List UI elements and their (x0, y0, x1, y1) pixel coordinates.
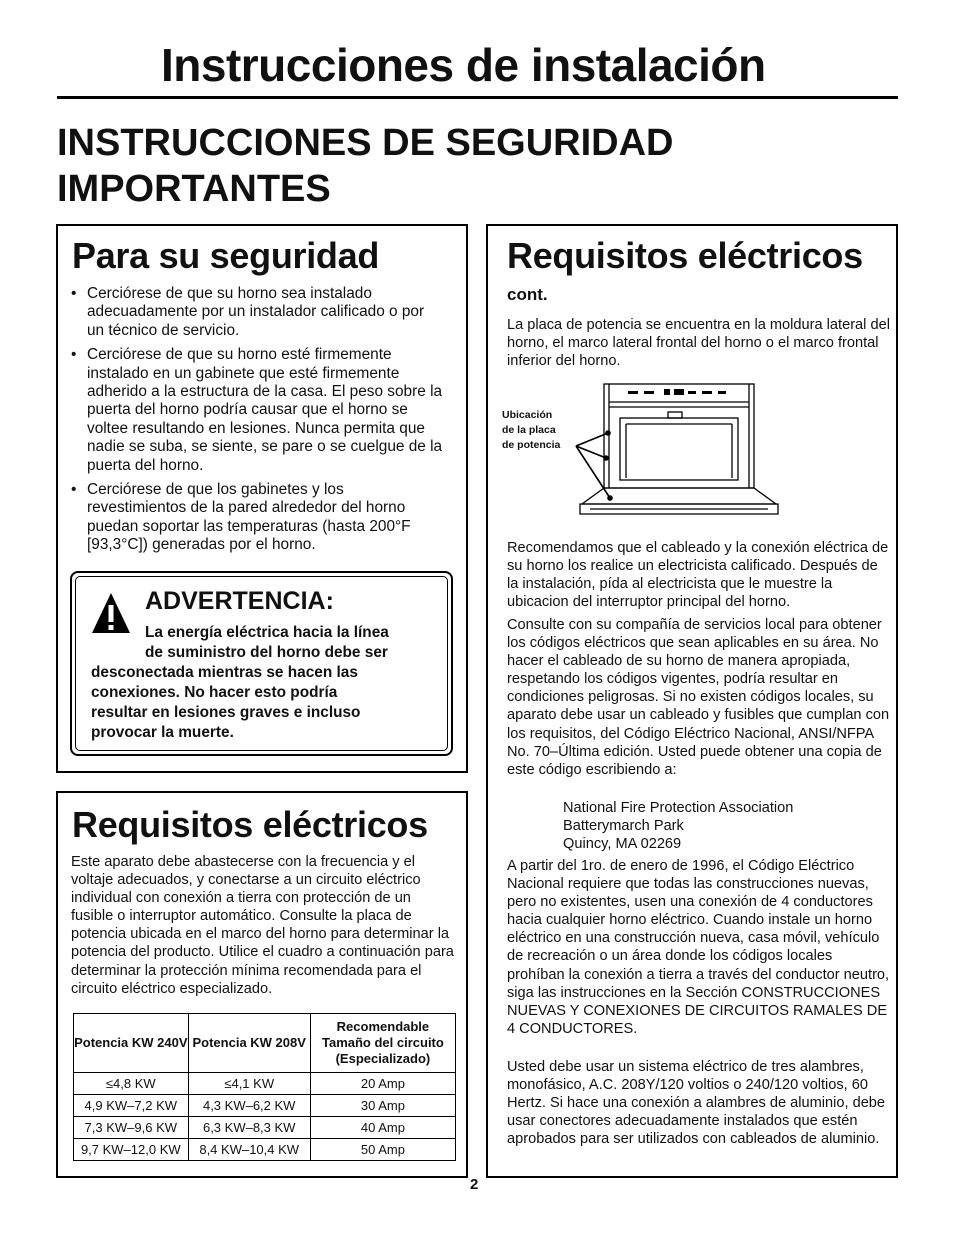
safety-bullet: • Cerciórese de que su horno sea instalado adecuadamente por un instalador calificado o por un técnico de servicio. (71, 285, 443, 340)
nfpa-address (563, 799, 883, 853)
section-title-line-2: IMPORTANTES (57, 168, 331, 210)
table-cell: ≤4,1 KW (188, 1073, 310, 1095)
table-cell: 8,4 KW–10,4 KW (188, 1139, 310, 1161)
rating-plate-paragraph: La placa de potencia se encuentra en la moldura lateral del horno, el marco lateral frontal del horno o el marco frontal inferior del horno. (507, 317, 890, 370)
electrical-cont-heading: Requisitos eléctricos (507, 235, 863, 276)
codes-paragraph: Consulte con su compañía de servicios local para obtener los códigos eléctricos que sean aplicables en su área. No hacer el cableado de su horno de manera apropiada, respetando los códigos vigentes, podría resultar en condiciones peligrosas. Si no existen códigos locales, su aparato debe usar un cableado y fusibles que cumplan con los requisitos, del Código Eléctrico Nacional, ANSI/NFPA No. 70–Última edición. Usted puede obtener una copia de este código escribiendo a: (507, 617, 890, 778)
warning-triangle-icon (90, 591, 132, 635)
electrical-right-box (486, 224, 898, 1178)
table-cell: 6,3 KW–8,3 KW (188, 1117, 310, 1139)
power-table-header-row (74, 1014, 456, 1073)
warning-box (70, 571, 453, 756)
warning-line: conexiones. No hacer esto podría (91, 684, 338, 701)
safety-list (71, 285, 443, 561)
table-row (74, 1139, 456, 1161)
title-divider (57, 96, 898, 99)
table-cell: 9,7 KW–12,0 KW (74, 1139, 189, 1161)
table-cell: 30 Amp (310, 1095, 455, 1117)
address-line: Quincy, MA 02269 (563, 836, 682, 853)
address-line: Batterymarch Park (563, 818, 684, 835)
rating-plate-callout (502, 408, 560, 453)
table-cell: 40 Amp (310, 1117, 455, 1139)
callout-line: de la placa (502, 424, 556, 436)
table-row (74, 1117, 456, 1139)
electrical-heading: Requisitos eléctricos (72, 804, 428, 845)
warning-line: de suministro del horno debe ser (145, 644, 388, 661)
electrical-left-box (56, 791, 468, 1178)
safety-bullet: • Cerciórese de que su horno esté firmemente instalado en un gabinete que esté firmemente adherido a la estructura de la casa. El peso sobre la puerta del horno podría causar que el horno se voltee resultando en lesiones. Nunca permita que nadie se suba, se siente, se pare o se cuelgue de la puerta del horno. (71, 346, 443, 475)
three-wire-paragraph: Usted debe usar un sistema eléctrico de tres alambres, monofásico, A.C. 208Y/120 voltios o 240/120 voltios, 60 Hertz. Si hace una conexión a alambres de aluminio, debe usar conectores adecuadamente instalados que estén aprobados para ser utilizados con cableados de aluminio. (507, 1059, 886, 1148)
table-cell: 7,3 KW–9,6 KW (74, 1117, 189, 1139)
callout-line: Ubicación (502, 409, 553, 421)
table-cell: 4,3 KW–6,2 KW (188, 1095, 310, 1117)
power-table-header: Potencia KW 240V (74, 1014, 189, 1073)
power-table-header: Recomendable Tamaño del circuito (Especializado) (310, 1014, 455, 1073)
table-row (74, 1073, 456, 1095)
electrician-paragraph: Recomendamos que el cableado y la conexión eléctrica de su horno los realice un electricista calificado. Después de la instalación, pída al electricista que le muestre la ubicacion del interruptor principal del horno. (507, 540, 889, 611)
table-cell: 20 Amp (310, 1073, 455, 1095)
warning-title: ADVERTENCIA: (145, 587, 334, 615)
warning-line: resultar en lesiones graves e incluso (91, 704, 361, 721)
oven-diagram-icon (568, 378, 783, 523)
power-table-header: Potencia KW 208V (188, 1014, 310, 1073)
address-line: National Fire Protection Association (563, 800, 794, 816)
four-conductor-paragraph: A partir del 1ro. de enero de 1996, el Código Eléctrico Nacional requiere que todas las construcciones nuevas, pero no existentes, usen una conexión de 4 conductores hacia cualquier horno eléctrico. Cuando instale un horno eléctrico en una construcción nueva, casa móvil, vehículo de recreación o un área donde los códigos locales prohíban la conexión a tierra a través del conductor neutro, siga las instrucciones en la Sección CONSTRUCCIONES NUEVAS Y CONEXIONES DE CIRCUITOS RAMALES DE 4 CONDUCTORES. (507, 858, 890, 1037)
table-cell: 4,9 KW–7,2 KW (74, 1095, 189, 1117)
electrical-intro: Este aparato debe abastecerse con la frecuencia y el voltaje adecuados, y conectarse a un circuito eléctrico individual con conexión a tierra con protección de un fusible o interruptor automático. Consulte la placa de potencia ubicada en el marco del horno para determinar la potencia del producto. Utilice el cuadro a continuación para determinar la protección mínima recomendada para el circuito eléctrico especializado. (71, 854, 454, 997)
safety-heading: Para su seguridad (72, 235, 380, 276)
page-number: 2 (470, 1176, 479, 1193)
warning-line: La energía eléctrica hacia la línea (145, 624, 389, 641)
table-row (74, 1095, 456, 1117)
section-title (57, 120, 857, 212)
electrical-cont-subheading: cont. (507, 285, 548, 304)
safety-box (56, 224, 468, 773)
warning-line: desconectada mientras se hacen las (91, 664, 358, 681)
warning-line: provocar la muerte. (91, 724, 234, 741)
callout-line: de potencia (502, 439, 561, 451)
section-title-line-1: INSTRUCCIONES DE SEGURIDAD (57, 122, 674, 164)
table-cell: ≤4,8 KW (74, 1073, 189, 1095)
table-cell: 50 Amp (310, 1139, 455, 1161)
page-title: Instrucciones de instalación (161, 39, 766, 91)
safety-bullet: • Cerciórese de que los gabinetes y los revestimientos de la pared alrededor del horno puedan soportar las temperaturas (hasta 200°F [93,3°C]) generadas por el horno. (71, 481, 443, 555)
power-table (73, 1013, 456, 1161)
